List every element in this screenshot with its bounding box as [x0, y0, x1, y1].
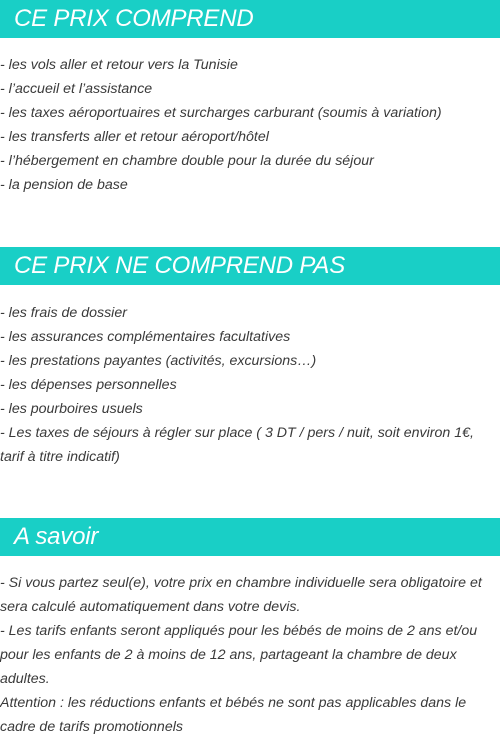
- list-item: - les vols aller et retour vers la Tunisie: [0, 57, 238, 73]
- included-list: [0, 53, 500, 197]
- list-item: - les assurances complémentaires facultatives: [0, 329, 291, 345]
- list-item: - l’accueil et l’assistance: [0, 81, 153, 97]
- info-paragraph: - Si vous partez seul(e), votre prix en chambre individuelle sera obligatoire et sera calculé automatiquement dans votre devis.: [0, 575, 482, 615]
- list-item: - les prestations payantes (activités, excursions…): [0, 353, 317, 369]
- list-item: - l’hébergement en chambre double pour la durée du séjour: [0, 153, 374, 169]
- list-item: - Les taxes de séjours à régler sur place ( 3 DT / pers / nuit, soit environ 1€, tarif à titre indicatif): [0, 425, 474, 465]
- info-paragraphs: [0, 571, 500, 739]
- list-item: - la pension de base: [0, 177, 128, 193]
- section-price-excludes: [0, 247, 500, 469]
- excluded-list: [0, 301, 500, 469]
- list-item: - les transferts aller et retour aéroport/hôtel: [0, 129, 269, 145]
- list-item: - les frais de dossier: [0, 305, 127, 321]
- section-title: CE PRIX NE COMPREND PAS: [0, 247, 500, 285]
- section-good-to-know: [0, 518, 500, 739]
- section-title: A savoir: [0, 518, 500, 556]
- section-title: CE PRIX COMPREND: [0, 0, 500, 38]
- info-paragraph: - Les tarifs enfants seront appliqués pour les bébés de moins de 2 ans et/ou pour les enfants de 2 à moins de 12 ans, partageant la chambre de deux adultes.: [0, 623, 478, 687]
- list-item: - les taxes aéroportuaires et surcharges carburant (soumis à variation): [0, 105, 442, 121]
- section-price-includes: [0, 0, 500, 197]
- list-item: - les pourboires usuels: [0, 401, 143, 417]
- list-item: - les dépenses personnelles: [0, 377, 177, 393]
- info-paragraph: Attention : les réductions enfants et bébés ne sont pas applicables dans le cadre de tarifs promotionnels: [0, 695, 467, 735]
